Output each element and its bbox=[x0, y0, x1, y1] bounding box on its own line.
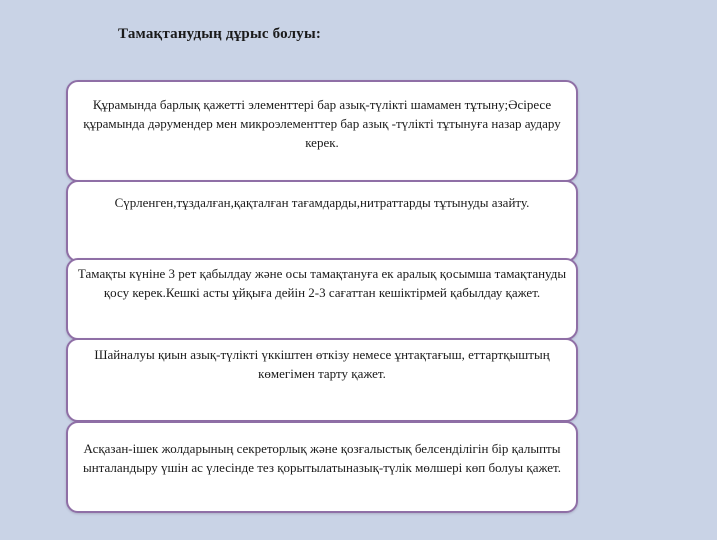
list-item-text: Құрамында барлық қажетті элементтері бар азық-түлікті шамамен тұтыну;Әсіресе құрамында дәрумендер мен микроэлементтер бар азық -түлікті тұтынуға назар аудару керек. bbox=[83, 97, 561, 150]
list-item-card bbox=[66, 80, 578, 182]
list-item-text: Сүрленген,тұздалған,қақталған тағамдарды,нитраттарды тұтынуды азайту. bbox=[114, 195, 530, 210]
list-item-text: Тамақты күніне 3 рет қабылдау және осы тамақтануға ек аралық қосымша тамақтануды қосу керек.Кешкі асты ұйқыға дейін 2-3 сағаттан кешіктірмей қабылдау қажет. bbox=[77, 266, 567, 300]
slide-title: Тамақтанудың дұрыс болуы: bbox=[118, 26, 322, 42]
list-item-card bbox=[66, 258, 578, 340]
list-item-text: Асқазан-ішек жолдарының секреторлық және қозғалыстық белсенділігін бір қалыпты ынталандыру үшін ас үлесінде тез қорытылатыназық-түлік мөлшері көп болуы қажет. bbox=[82, 441, 562, 475]
list-item-card bbox=[66, 338, 578, 422]
list-item-card bbox=[66, 180, 578, 262]
list-item-card bbox=[66, 421, 578, 513]
list-item-text: Шайналуы қиын азық-түлікті үккіштен өткізу немесе ұнтақтағыш, еттартқыштың көмегімен тарту қажет. bbox=[94, 347, 550, 381]
